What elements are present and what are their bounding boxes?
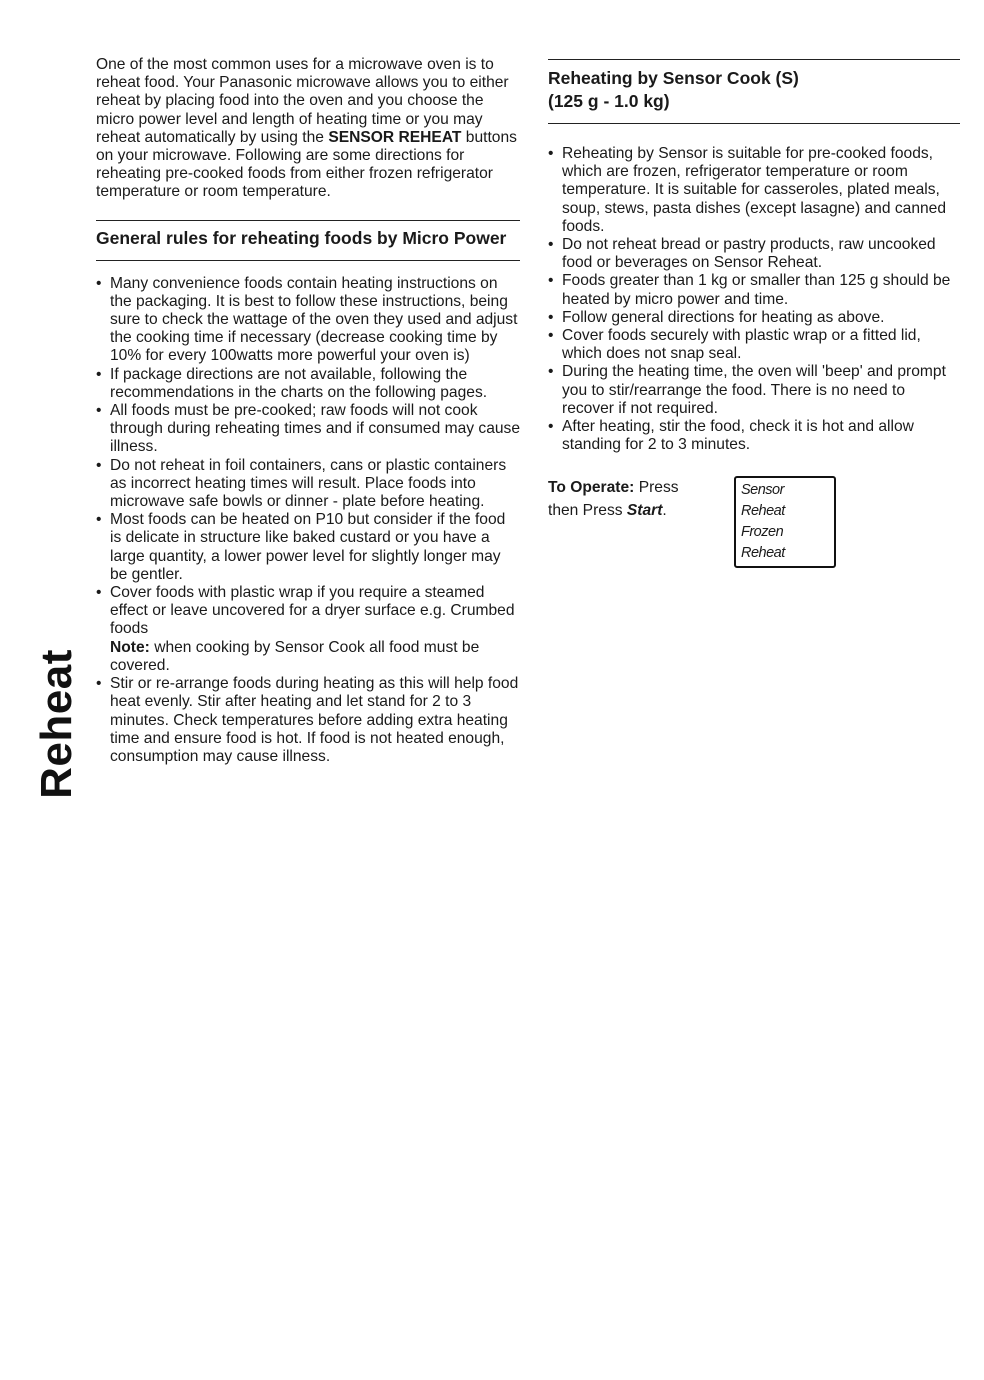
intro-text-1: One of the most common uses for a microwave oven is to reheat food. Your Panasonic microwave allows you to either reheat by placing food into the oven and you choose the micro power level and length of heating time or you may reheat automatically by using the [96,56,509,146]
operate-then: then Press [548,502,627,520]
list-item: • Many convenience foods contain heating instructions on the packaging. It is best to follow these instructions, being sure to check the wattage of the oven they used and adjust the cooking time if necessary (decrease cooking time by 10% for every 100watts more powerful your oven is) [96,275,520,366]
sensor-heading [548,67,960,113]
divider [96,260,520,261]
side-tab-label: Reheat [32,649,81,799]
side-tab [22,649,92,799]
list-item: • Cover foods securely with plastic wrap or a fitted lid, which does not snap seal. [548,327,960,363]
list-item: • Do not reheat bread or pastry products, raw uncooked food or beverages on Sensor Reheat. [548,236,960,272]
list-item: • Foods greater than 1 kg or smaller than 125 g should be heated by micro power and time. [548,272,960,308]
note-text: when cooking by Sensor Cook all food must be covered. [110,638,480,674]
general-list [96,275,520,766]
list-item: • After heating, stir the food, check it is hot and allow standing for 2 to 3 minutes. [548,418,960,454]
list-item: • Stir or re-arrange foods during heating as this will help food heat evenly. Stir after heating and let stand for 2 to 3 minutes. Check temperatures before adding extra heating time and ensure food is hot. If food is not heated enough, consumption may cause illness. [96,675,520,766]
list-item: • Do not reheat in foil containers, cans or plastic containers as incorrect heating times will result. Place foods into microwave safe bowls or dinner - plate before heating. [96,457,520,512]
intro-text-2: buttons on your microwave. Following are some directions for reheating pre-cooked foods from either frozen refrigerator temperature or room temperature. [96,128,517,201]
start-label: Start [626,502,663,520]
cover-text: Cover foods with plastic wrap if you require a steamed effect or leave uncovered for a dryer surface e.g. Crumbed foods [110,584,515,638]
note-label: Note: [110,638,150,656]
key-line-1: Sensor Reheat [741,482,785,520]
operate-period: . [662,502,667,520]
operate-instructions [548,476,960,562]
divider [548,123,960,124]
list-item: • Most foods can be heated on P10 but consider if the food is delicate in structure like baked custard or you have a large quantity, a lower power level for slightly longer may be gentler. [96,511,520,584]
list-item: • Reheating by Sensor is suitable for pre-cooked foods, which are frozen, refrigerator temperature or room temperature. It is suitable for casseroles, plated meals, soup, stews, pasta dishes (except lasagne) and canned foods. [548,145,960,236]
left-column [96,56,520,766]
intro-bold: SENSOR REHEAT [328,128,462,146]
general-heading: General rules for reheating foods by Micro Power [96,227,507,248]
right-column [548,56,960,562]
list-item: • If package directions are not available, following the recommendations in the charts on the following pages. [96,366,520,402]
operate-label: To Operate: [548,479,635,497]
list-item: • Follow general directions for heating as above. [548,309,960,327]
list-item [96,584,520,675]
sensor-heading-line1: Reheating by Sensor Cook (S) [548,68,799,88]
divider [548,59,960,60]
sensor-list [548,145,960,454]
operate-press: Press [634,479,679,497]
list-item: • During the heating time, the oven will 'beep' and prompt you to stir/rearrange the food. There is no need to recover if not required. [548,363,960,418]
sensor-heading-line2: (125 g - 1.0 kg) [548,91,670,111]
sensor-reheat-button[interactable] [734,476,836,568]
key-line-2: Frozen Reheat [741,524,785,562]
divider [96,220,520,221]
intro-paragraph [96,56,520,202]
list-item: • All foods must be pre-cooked; raw foods will not cook through during reheating times and if consumed may cause illness. [96,402,520,457]
